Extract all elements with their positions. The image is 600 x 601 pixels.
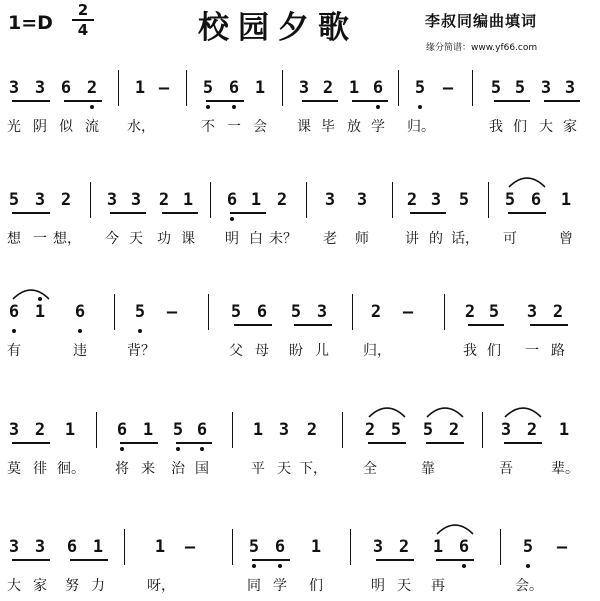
bar-line — [342, 412, 343, 448]
eighth-note-beam — [70, 559, 108, 561]
lyric: 今 — [105, 231, 119, 247]
slur-arc — [436, 521, 474, 535]
lyric: 水， — [127, 119, 155, 135]
note: 3 — [130, 190, 142, 210]
bar-line — [398, 70, 399, 106]
lower-octave-dot — [200, 447, 204, 451]
note: 5 — [134, 302, 146, 322]
note: 5 — [458, 190, 470, 210]
bar-line — [232, 412, 233, 448]
eighth-note-beam — [494, 100, 530, 102]
lyric: 吾 — [499, 461, 513, 477]
note: 6 — [228, 78, 240, 98]
eighth-note-beam — [302, 100, 338, 102]
note: 1 — [154, 537, 166, 557]
note: 2 — [406, 190, 418, 210]
lyric: 功 — [157, 231, 171, 247]
note: 3 — [540, 78, 552, 98]
note: 1 — [310, 537, 322, 557]
lyric: 违 — [73, 343, 87, 359]
lyric: 白 — [249, 231, 263, 247]
note: 3 — [564, 78, 576, 98]
lyric: 毕 — [321, 119, 335, 135]
lyric: 学 — [273, 578, 287, 594]
lyric: 可 — [503, 231, 517, 247]
note: 5 — [414, 78, 426, 98]
slur-arc — [368, 404, 406, 418]
note: 3 — [8, 78, 20, 98]
time-signature-top: 2 — [77, 1, 89, 19]
eighth-note-beam — [376, 559, 414, 561]
lyric: 下， — [299, 461, 327, 477]
note: 2 — [322, 78, 334, 98]
note: 5 — [202, 78, 214, 98]
score-row — [0, 180, 600, 284]
sustain-dash: – — [184, 537, 196, 557]
lyric: 天 — [397, 578, 411, 594]
note: 5 — [422, 420, 434, 440]
note: 5 — [488, 302, 500, 322]
eighth-note-beam — [352, 100, 388, 102]
bar-line — [352, 294, 353, 330]
bar-line — [96, 412, 97, 448]
lyric: 想 — [7, 231, 21, 247]
note: 1 — [250, 190, 262, 210]
note: 5 — [390, 420, 402, 440]
bar-line — [114, 294, 115, 330]
eighth-note-beam — [12, 559, 50, 561]
lower-octave-dot — [206, 105, 210, 109]
lyric: 流 — [85, 119, 99, 135]
lyric: 来 — [141, 461, 155, 477]
lyric: 全 — [363, 461, 377, 477]
lyric: 阴 — [33, 119, 47, 135]
eighth-note-beam — [110, 212, 146, 214]
lyric: 明 — [225, 231, 239, 247]
note: 2 — [86, 78, 98, 98]
bar-line — [306, 182, 307, 218]
note: 3 — [278, 420, 290, 440]
bar-line — [482, 412, 483, 448]
lyric: 们 — [513, 119, 527, 135]
note: 5 — [514, 78, 526, 98]
lower-octave-dot — [232, 105, 236, 109]
eighth-note-beam — [544, 100, 580, 102]
lyric: 我 — [489, 119, 503, 135]
eighth-note-beam — [12, 100, 50, 102]
lyric: 我 — [463, 343, 477, 359]
bar-line — [444, 294, 445, 330]
lyric: 归。 — [407, 119, 435, 135]
slur-arc — [12, 286, 50, 300]
note: 6 — [66, 537, 78, 557]
lyric: 国 — [195, 461, 209, 477]
lyric: 路 — [551, 343, 565, 359]
bar-line — [210, 182, 211, 218]
eighth-note-beam — [120, 442, 158, 444]
note: 6 — [226, 190, 238, 210]
lyric: 盼 — [289, 343, 303, 359]
eighth-note-beam — [426, 442, 464, 444]
eighth-note-beam — [12, 212, 50, 214]
note: 5 — [490, 78, 502, 98]
note: 6 — [74, 302, 86, 322]
slur-arc — [508, 174, 546, 188]
note: 5 — [290, 302, 302, 322]
lower-octave-dot — [252, 564, 256, 568]
lyric: 归， — [363, 343, 391, 359]
bar-line — [500, 529, 501, 565]
note: 2 — [60, 190, 72, 210]
note: 1 — [252, 420, 264, 440]
lower-octave-dot — [418, 105, 422, 109]
note: 6 — [256, 302, 268, 322]
lower-octave-dot — [376, 105, 380, 109]
lyric: 父 — [229, 343, 243, 359]
note: 2 — [158, 190, 170, 210]
song-title: 校园夕歌 — [198, 10, 358, 46]
note: 2 — [276, 190, 288, 210]
lyric: 有 — [7, 343, 21, 359]
note: 1 — [182, 190, 194, 210]
note: 3 — [8, 420, 20, 440]
lyric: 天 — [277, 461, 291, 477]
bar-line — [282, 70, 283, 106]
note: 6 — [116, 420, 128, 440]
lyric: 会。 — [515, 578, 543, 594]
lyric: 明 — [371, 578, 385, 594]
lower-octave-dot — [90, 105, 94, 109]
eighth-note-beam — [230, 212, 266, 214]
lyric: 将 — [115, 461, 129, 477]
note: 1 — [348, 78, 360, 98]
bar-line — [488, 182, 489, 218]
lyric: 同 — [247, 578, 261, 594]
note: 3 — [500, 420, 512, 440]
note: 5 — [8, 190, 20, 210]
note: 3 — [34, 190, 46, 210]
lyric: 辈。 — [551, 461, 579, 477]
eighth-note-beam — [12, 442, 50, 444]
note: 1 — [558, 420, 570, 440]
lyric: 课 — [181, 231, 195, 247]
sustain-dash: – — [166, 302, 178, 322]
eighth-note-beam — [410, 212, 446, 214]
score-row — [0, 410, 600, 514]
note: 3 — [316, 302, 328, 322]
eighth-note-beam — [508, 212, 546, 214]
lyric: 想， — [53, 231, 81, 247]
note: 1 — [92, 537, 104, 557]
eighth-note-beam — [468, 324, 504, 326]
source-watermark: 缘分简谱：www.yf66.com — [426, 43, 538, 53]
lyric: 治 — [171, 461, 185, 477]
note: 3 — [8, 537, 20, 557]
lyric: 天 — [129, 231, 143, 247]
note: 6 — [274, 537, 286, 557]
lower-octave-dot — [78, 329, 82, 333]
sustain-dash: – — [556, 537, 568, 557]
lyric: 老 — [323, 231, 337, 247]
lyric: 学 — [371, 119, 385, 135]
lyric: 大 — [539, 119, 553, 135]
lyric: 不 — [201, 119, 215, 135]
lyric: 背？ — [127, 343, 155, 359]
bar-line — [186, 70, 187, 106]
lyric: 的 — [429, 231, 443, 247]
lower-octave-dot — [278, 564, 282, 568]
eighth-note-beam — [294, 324, 332, 326]
lyric: 家 — [563, 119, 577, 135]
bar-line — [90, 182, 91, 218]
lyric: 大 — [7, 578, 21, 594]
note: 6 — [8, 302, 20, 322]
note: 1 — [432, 537, 444, 557]
bar-line — [392, 182, 393, 218]
lyric: 努 — [65, 578, 79, 594]
lyric: 靠 — [421, 461, 435, 477]
eighth-note-beam — [206, 100, 244, 102]
bar-line — [208, 294, 209, 330]
bar-line — [232, 529, 233, 565]
lyric: 曾 — [559, 231, 573, 247]
score-row — [0, 527, 600, 601]
lower-octave-dot — [230, 217, 234, 221]
sustain-dash: – — [402, 302, 414, 322]
note: 5 — [504, 190, 516, 210]
eighth-note-beam — [176, 442, 212, 444]
sustain-dash: – — [158, 78, 170, 98]
lyric: 一 — [525, 343, 539, 359]
lyric: 徘 — [33, 461, 47, 477]
lyric: 家 — [33, 578, 47, 594]
slur-arc — [504, 404, 542, 418]
eighth-note-beam — [368, 442, 406, 444]
lyric: 莫 — [7, 461, 21, 477]
lyric: 母 — [255, 343, 269, 359]
note: 6 — [530, 190, 542, 210]
note: 6 — [60, 78, 72, 98]
eighth-note-beam — [252, 559, 290, 561]
eighth-note-beam — [436, 559, 474, 561]
lyric: 放 — [347, 119, 361, 135]
eighth-note-beam — [504, 442, 542, 444]
note: 1 — [142, 420, 154, 440]
note: 5 — [248, 537, 260, 557]
bar-line — [472, 70, 473, 106]
note: 2 — [552, 302, 564, 322]
sustain-dash: – — [442, 78, 454, 98]
lyric: 一 — [227, 119, 241, 135]
lyric: 课 — [297, 119, 311, 135]
note: 1 — [560, 190, 572, 210]
note: 2 — [448, 420, 460, 440]
note: 2 — [526, 420, 538, 440]
eighth-note-beam — [234, 324, 272, 326]
score-row — [0, 292, 600, 396]
note: 2 — [370, 302, 382, 322]
time-signature — [72, 2, 94, 38]
bar-line — [118, 70, 119, 106]
lower-octave-dot — [462, 564, 466, 568]
lyric: 徊。 — [57, 461, 85, 477]
note: 5 — [230, 302, 242, 322]
lyric: 未？ — [269, 231, 297, 247]
note: 6 — [458, 537, 470, 557]
note: 3 — [526, 302, 538, 322]
eighth-note-beam — [530, 324, 568, 326]
note: 2 — [464, 302, 476, 322]
note: 5 — [522, 537, 534, 557]
lower-octave-dot — [138, 329, 142, 333]
lyric: 光 — [7, 119, 21, 135]
lower-octave-dot — [120, 447, 124, 451]
note: 3 — [298, 78, 310, 98]
note: 1 — [254, 78, 266, 98]
lyric: 们 — [309, 578, 323, 594]
eighth-note-beam — [162, 212, 198, 214]
lyric: 讲 — [405, 231, 419, 247]
score-row — [0, 68, 600, 172]
note: 3 — [430, 190, 442, 210]
note: 2 — [306, 420, 318, 440]
note: 5 — [172, 420, 184, 440]
lyric: 似 — [59, 119, 73, 135]
lyric: 再 — [431, 578, 445, 594]
lower-octave-dot — [176, 447, 180, 451]
slur-arc — [426, 404, 464, 418]
note: 2 — [34, 420, 46, 440]
composer-credit: 李叔同编曲填词 — [425, 12, 538, 30]
note: 3 — [372, 537, 384, 557]
note: 3 — [356, 190, 368, 210]
lyric: 力 — [91, 578, 105, 594]
lyric: 师 — [355, 231, 369, 247]
lyric: 话， — [451, 231, 479, 247]
note: 6 — [196, 420, 208, 440]
note: 2 — [398, 537, 410, 557]
bar-line — [124, 529, 125, 565]
lyric: 们 — [487, 343, 501, 359]
lyric: 会 — [253, 119, 267, 135]
note: 3 — [34, 537, 46, 557]
bar-line — [350, 529, 351, 565]
note: 3 — [324, 190, 336, 210]
note: 1 — [64, 420, 76, 440]
eighth-note-beam — [64, 100, 102, 102]
note: 2 — [364, 420, 376, 440]
lower-octave-dot — [12, 329, 16, 333]
key-signature: 1=D — [8, 12, 53, 34]
note: 6 — [372, 78, 384, 98]
lyric: 儿 — [315, 343, 329, 359]
time-signature-bottom: 4 — [77, 21, 89, 39]
lower-octave-dot — [526, 564, 530, 568]
note: 1 — [134, 78, 146, 98]
lyric: 平 — [251, 461, 265, 477]
note: 3 — [106, 190, 118, 210]
lyric: 一 — [33, 231, 47, 247]
lyric: 呀， — [147, 578, 175, 594]
note: 1 — [34, 302, 46, 322]
note: 3 — [34, 78, 46, 98]
